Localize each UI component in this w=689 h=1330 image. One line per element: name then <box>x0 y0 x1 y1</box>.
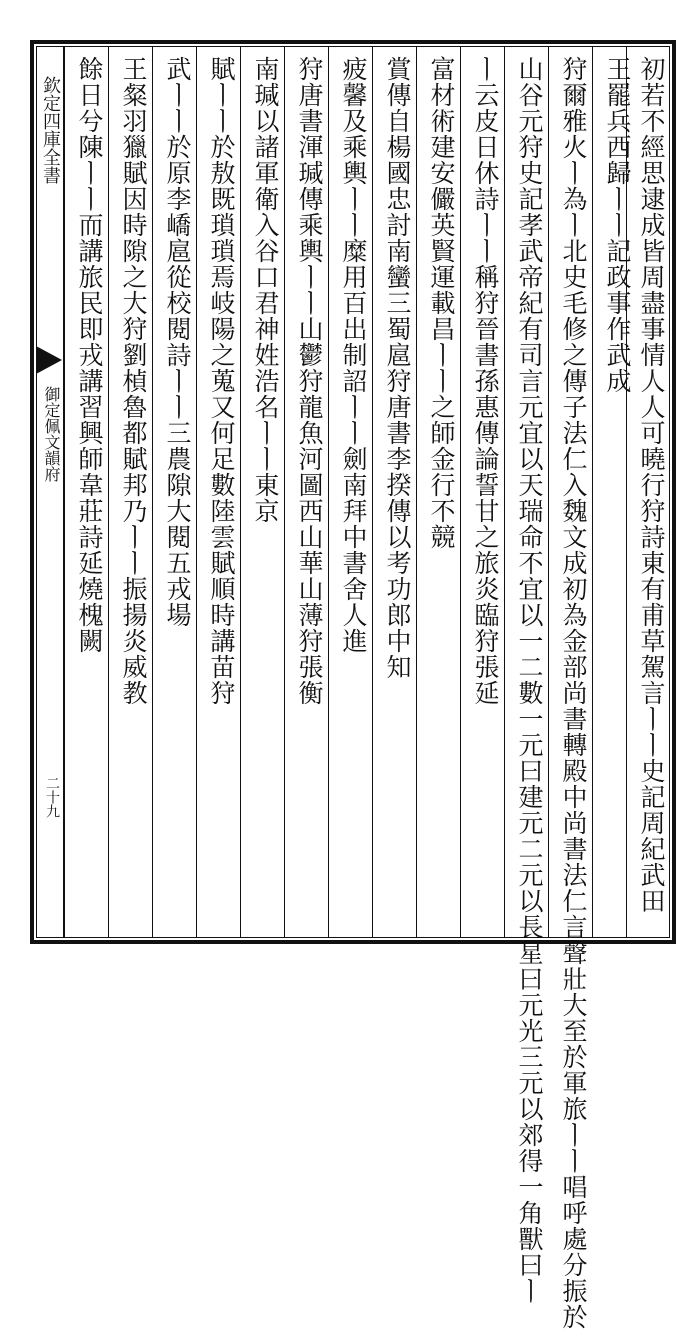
column-text: 餘日兮陳ㅣㅣ而講旅民即戎講習興師韋莊詩延燒槐闕 <box>75 56 104 654</box>
text-column <box>64 46 114 938</box>
text-column <box>504 46 554 1304</box>
text-column <box>284 46 334 938</box>
column-text: 狩唐書渾瑊傳乘輿ㅣㅣ山鬱狩龍魚河圖西山華山薄狩張衡 <box>295 56 324 706</box>
text-column <box>372 46 422 938</box>
text-column <box>626 46 670 938</box>
text-column <box>328 46 378 938</box>
column-text: 賦ㅣㅣ於敖既瑣瑣焉岐陽之蒐又何足數陸雲賦順時講苗狩 <box>207 56 236 706</box>
column-text: ㅣ云皮日休詩ㅣㅣ稱狩晉書孫惠傳論誓甘之旅炎臨狩張延 <box>471 56 500 706</box>
text-column <box>196 46 246 938</box>
fish-tail-mark <box>36 346 62 374</box>
text-column <box>240 46 290 938</box>
column-text: 南瑊以諸軍衛入谷口君神姓浩名ㅣㅣ東京 <box>251 56 280 524</box>
column-text: 賞傳自楊國忠討南蠻三蜀扈狩唐書李揆傳以考功郎中知 <box>383 56 412 680</box>
column-text: 王粲羽獵賦因時隙之大狩劉楨魯都賦邦乃ㅣㅣ振揚炎威教 <box>119 56 148 706</box>
margin-top-label: 欽定四庫全書 <box>40 76 61 184</box>
column-text: 疲馨及乘輿ㅣㅣ糜用百出制詔ㅣㅣ劍南拜中書舍人進 <box>339 56 368 654</box>
column-text: 山谷元狩史記孝武帝紀有司言元宜以天瑞命不宜以一二數一元曰建元二元以長星曰元光三元以郊得一角獸曰ㅣ <box>515 56 544 1304</box>
text-column <box>152 46 202 938</box>
column-text: 富材術建安儼英賢運載昌ㅣㅣ之師金行不競 <box>427 56 456 550</box>
text-column <box>108 46 158 938</box>
column-text: 初若不經思逮成皆周盡事情人人可曉行狩詩東有甫草駕言ㅣㅣ史記周紀武田 <box>637 56 666 914</box>
column-text: 王罷兵西歸ㅣㅣ記政事作武成 <box>603 56 632 394</box>
page-number: 二十九 <box>44 776 60 818</box>
column-text: 狩爾雅火ㅣ為ㅣ北史毛修之傳子法仁入魏文成初為金部尚書轉殿中尚書法仁言聲壯大至於軍旅ㅣㅣ唱呼處分振於 <box>559 56 588 1330</box>
text-column <box>460 46 510 938</box>
text-column <box>548 46 598 1330</box>
margin-strip <box>36 46 64 938</box>
margin-book-title: 御定佩文韻府 <box>42 386 61 482</box>
text-column <box>416 46 466 938</box>
column-text: 武ㅣㅣ於原李嶠扈從校閱詩ㅣㅣ三農隙大閱五戎場 <box>163 56 192 628</box>
text-columns <box>64 46 670 1330</box>
